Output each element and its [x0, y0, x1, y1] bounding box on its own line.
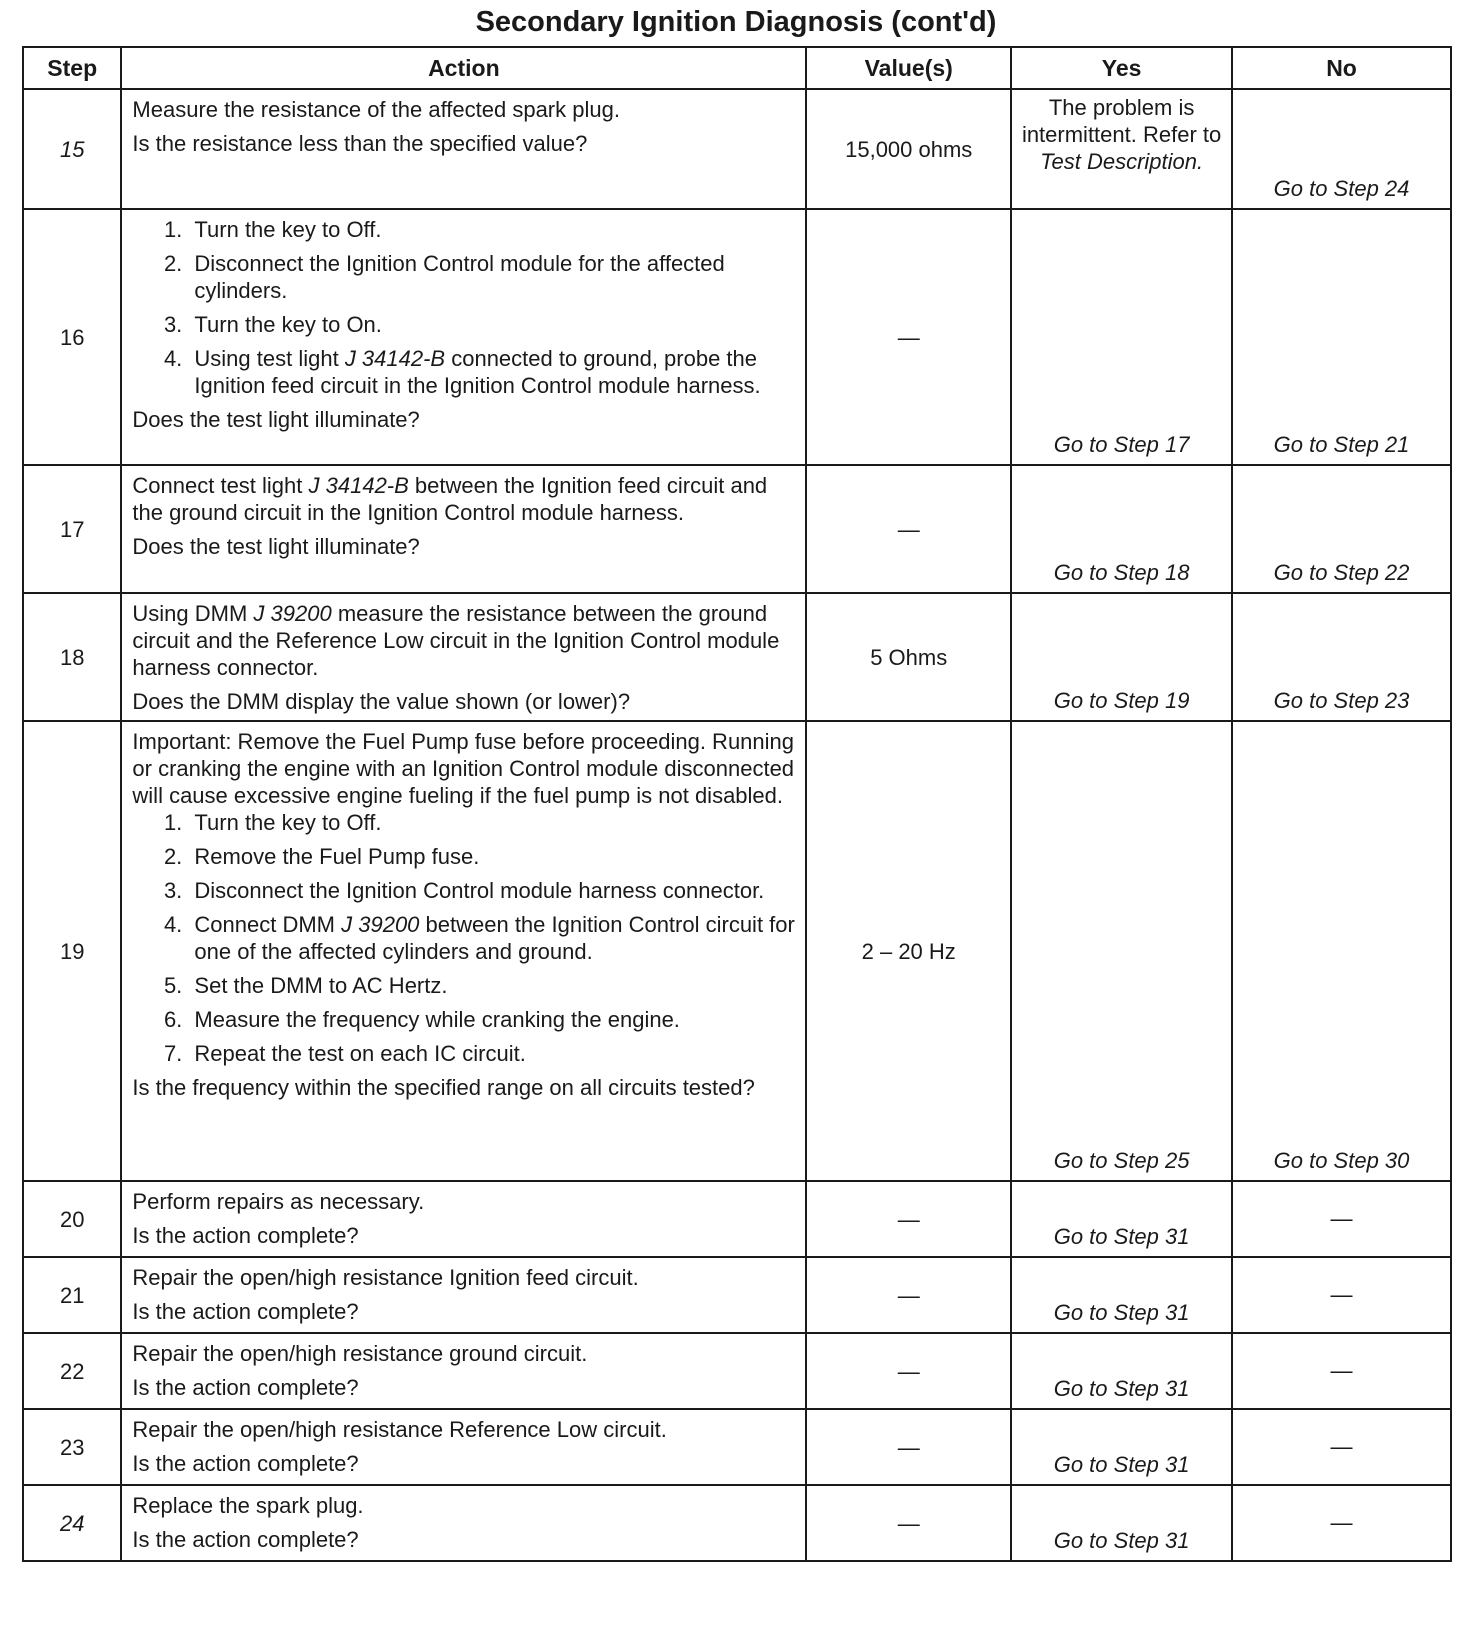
action-question: Is the action complete? [132, 1527, 359, 1552]
no-cell: Go to Step 30 [1232, 721, 1451, 1181]
step-number: 23 [23, 1409, 121, 1485]
value-cell: 5 Ohms [806, 593, 1011, 721]
tool-number: J 39200 [253, 601, 332, 626]
step-number: 16 [23, 209, 121, 465]
value-cell: — [806, 1409, 1011, 1485]
no-cell: — [1232, 1333, 1451, 1409]
diagnosis-table [22, 46, 1452, 1562]
value-cell: — [806, 1333, 1011, 1409]
table-row-step-23 [23, 1409, 1451, 1485]
procedure-list [132, 809, 795, 1067]
yes-text [1018, 94, 1225, 175]
yes-cell: Go to Step 25 [1011, 721, 1232, 1181]
value-cell: — [806, 465, 1011, 593]
yes-cell: Go to Step 18 [1011, 465, 1232, 593]
list-item-text-a: Using test light [194, 346, 345, 371]
table-row-step-17 [23, 465, 1451, 593]
step-number: 17 [23, 465, 121, 593]
action-question: Is the frequency within the specified range on all circuits tested? [132, 1075, 755, 1100]
tool-number: J 39200 [341, 912, 420, 937]
no-cell: — [1232, 1409, 1451, 1485]
step-number: 18 [23, 593, 121, 721]
table-row-step-15 [23, 89, 1451, 209]
list-item: 3. Turn the key to On. [188, 311, 795, 338]
action-question: Is the action complete? [132, 1375, 359, 1400]
value-cell: 2 – 20 Hz [806, 721, 1011, 1181]
list-item: 7. Repeat the test on each IC circuit. [188, 1040, 795, 1067]
step-number: 20 [23, 1181, 121, 1257]
tool-number: J 34142-B [344, 346, 446, 371]
action-cell [121, 209, 806, 465]
test-description-ref: Test Description [1040, 149, 1197, 174]
action-text: Replace the spark plug. [132, 1493, 364, 1518]
list-item-text-a: Connect DMM [194, 912, 342, 937]
tool-number: J 34142-B [308, 473, 409, 498]
yes-cell: Go to Step 31 [1011, 1257, 1232, 1333]
page-title: Secondary Ignition Diagnosis (cont'd) [475, 6, 997, 38]
action-cell [121, 1181, 806, 1257]
list-item: 2. Disconnect the Ignition Control module for the affected cylinders. [188, 250, 795, 304]
value-cell: — [806, 1181, 1011, 1257]
yes-cell: Go to Step 17 [1011, 209, 1232, 465]
value-cell: — [806, 1485, 1011, 1561]
header-action: Action [121, 47, 806, 89]
header-values: Value(s) [806, 47, 1011, 89]
table-row-step-19 [23, 721, 1451, 1181]
list-item: 5. Set the DMM to AC Hertz. [188, 972, 795, 999]
table-row-step-18 [23, 593, 1451, 721]
action-question: Does the test light illuminate? [132, 407, 420, 432]
list-item: 1. Turn the key to Off. [188, 216, 795, 243]
table-row-step-21 [23, 1257, 1451, 1333]
procedure-list [132, 216, 795, 399]
value-cell: — [806, 209, 1011, 465]
list-item: 3. Disconnect the Ignition Control module harness connector. [188, 877, 795, 904]
no-cell: Go to Step 24 [1232, 89, 1451, 209]
header-yes: Yes [1011, 47, 1232, 89]
yes-text-c: . [1197, 149, 1204, 174]
action-text: Repair the open/high resistance Reference Low circuit. [132, 1417, 667, 1442]
value-cell: — [806, 1257, 1011, 1333]
action-question: Does the DMM display the value shown (or lower)? [132, 689, 631, 714]
step-number: 15 [23, 89, 121, 209]
step-number: 21 [23, 1257, 121, 1333]
list-item-text-b: between the Ignition Control circuit for one of the affected cylinders and ground. [194, 912, 795, 964]
step-number: 19 [23, 721, 121, 1181]
action-text [132, 600, 795, 681]
yes-cell: Go to Step 31 [1011, 1181, 1232, 1257]
no-cell: — [1232, 1485, 1451, 1561]
action-cell [121, 1485, 806, 1561]
yes-text-a: The problem is intermittent. Refer to [1021, 95, 1222, 147]
table-row-step-22 [23, 1333, 1451, 1409]
action-text-a: Using DMM [132, 601, 254, 626]
list-item: 6. Measure the frequency while cranking the engine. [188, 1006, 795, 1033]
header-step: Step [23, 47, 121, 89]
table-row-step-20 [23, 1181, 1451, 1257]
action-question: Is the action complete? [132, 1299, 359, 1324]
table-row-step-16 [23, 209, 1451, 465]
yes-cell: Go to Step 19 [1011, 593, 1232, 721]
action-cell [121, 1257, 806, 1333]
list-item [188, 345, 795, 399]
action-text-b: between the Ignition feed circuit and the ground circuit in the Ignition Control module harness. [132, 473, 768, 525]
important-note: Important: Remove the Fuel Pump fuse before proceeding. Running or cranking the engine with an Ignition Control module disconnected will cause excessive engine fueling if the fuel pump is not disabled. [132, 729, 795, 808]
yes-cell: Go to Step 31 [1011, 1333, 1232, 1409]
action-question: Does the test light illuminate? [132, 534, 420, 559]
list-item-text-b: connected to ground, probe the Ignition feed circuit in the Ignition Control module harness. [194, 346, 761, 398]
action-text: Repair the open/high resistance Ignition feed circuit. [132, 1265, 639, 1290]
header-no: No [1232, 47, 1451, 89]
no-cell: Go to Step 23 [1232, 593, 1451, 721]
no-cell: Go to Step 22 [1232, 465, 1451, 593]
action-question: Is the action complete? [132, 1451, 359, 1476]
list-item: 1. Turn the key to Off. [188, 809, 795, 836]
action-cell [121, 89, 806, 209]
step-number: 22 [23, 1333, 121, 1409]
action-text: Repair the open/high resistance ground circuit. [132, 1341, 588, 1366]
table-header-row [23, 47, 1451, 89]
action-question: Is the resistance less than the specified value? [132, 131, 588, 156]
yes-cell: Go to Step 31 [1011, 1485, 1232, 1561]
action-cell [121, 465, 806, 593]
action-question: Is the action complete? [132, 1223, 359, 1248]
action-text: Measure the resistance of the affected spark plug. [132, 97, 620, 122]
list-item: 2. Remove the Fuel Pump fuse. [188, 843, 795, 870]
table-row-step-24 [23, 1485, 1451, 1561]
no-cell: Go to Step 21 [1232, 209, 1451, 465]
action-cell [121, 593, 806, 721]
step-number: 24 [23, 1485, 121, 1561]
action-text-a: Connect test light [132, 473, 309, 498]
action-cell [121, 1409, 806, 1485]
no-cell: — [1232, 1257, 1451, 1333]
action-text-b: measure the resistance between the ground circuit and the Reference Low circuit in the Ignition Control module harness connector. [132, 601, 780, 680]
action-text: Perform repairs as necessary. [132, 1189, 425, 1214]
yes-cell [1011, 89, 1232, 209]
yes-cell: Go to Step 31 [1011, 1409, 1232, 1485]
action-cell [121, 1333, 806, 1409]
action-cell [121, 721, 806, 1181]
list-item [188, 911, 795, 965]
value-cell: 15,000 ohms [806, 89, 1011, 209]
no-cell: — [1232, 1181, 1451, 1257]
action-text [132, 472, 795, 526]
